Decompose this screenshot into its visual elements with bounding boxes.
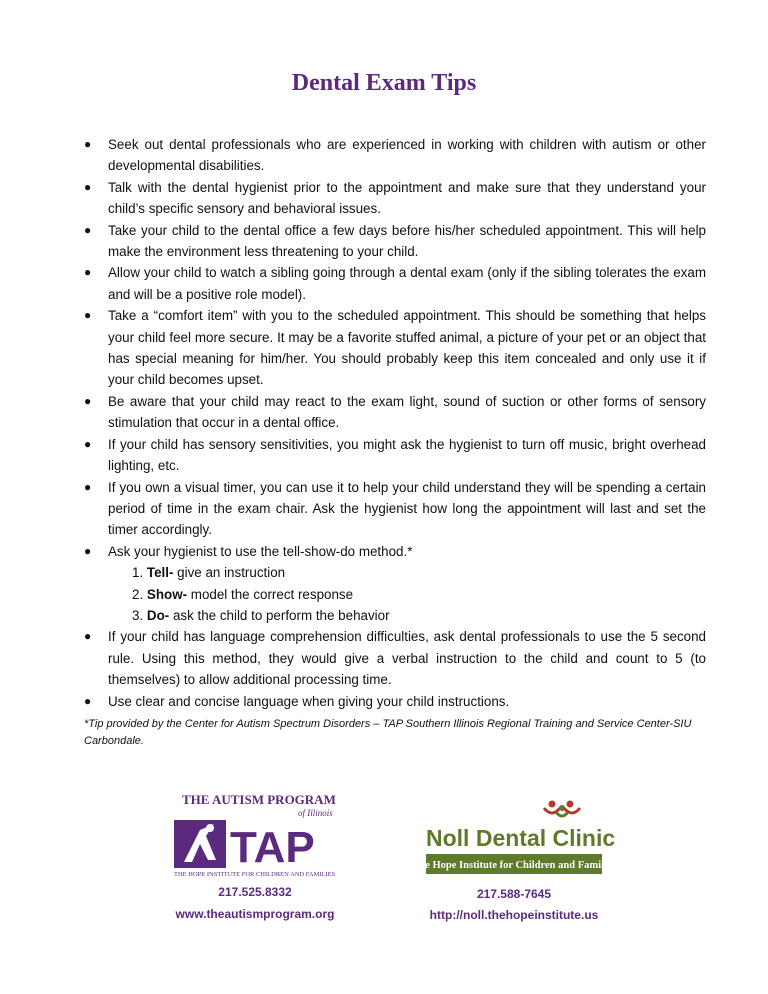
page-title: Dental Exam Tips [291,70,477,96]
noll-name: Noll Dental Clinic [426,825,616,851]
bullet-icon: ● [84,479,92,494]
bullet-icon: ● [84,179,92,194]
noll-logo [412,798,616,876]
noll-tagline: The Hope Institute for Children and Families [412,860,616,871]
step-item: 3. Do- ask the child to perform the behavior [132,607,390,623]
tell-show-do-steps [108,562,706,626]
tap-logo-line2: of Illinois [298,808,333,818]
noll-phone: 217.588-7645 [476,887,552,901]
list-item: ● If your child has language comprehension difficulties, ask dental professionals to use the 5 second rule. Using this method, they would give a verbal instruction to the child and count to 5 (to themselves) to allow additional processing time. [84,626,706,690]
bullet-icon: ● [84,308,92,323]
step-item: 2. Show- model the correct response [132,586,354,602]
bullet-icon: ● [84,436,92,451]
tap-logo-line1: THE AUTISM PROGRAM [182,792,336,807]
bullet-icon: ● [84,629,92,644]
bullet-icon: ● [84,137,92,151]
noll-website-link[interactable]: http://noll.thehopeinstitute.us [429,908,599,922]
tap-tagline: THE HOPE INSTITUTE FOR CHILDREN AND FAMILIES [174,871,336,878]
bullet-icon: ● [84,693,92,708]
list-item: ● Use clear and concise language when giving your child instructions. [84,691,706,712]
bullet-icon: ● [84,222,92,237]
tap-logo [170,790,340,878]
tap-acronym: TAP [230,823,315,872]
tips-list [84,134,706,712]
tap-website-link[interactable]: www.theautismprogram.org [175,907,335,921]
figure-head-icon [206,824,214,832]
footnote: *Tip provided by the Center for Autism Spectrum Disorders – TAP Southern Illinois Regional Training and Service Center-SIU Carbondale. [84,718,692,747]
list-item: ● Ask your hygienist to use the tell-show-do method.* 1. Tell- give an instruction 2. Show- model the correct response 3. Do- ask the child to perform the behavior [84,541,706,627]
family-figures-icon [544,801,580,817]
tap-phone: 217.525.8332 [218,885,292,899]
bullet-icon: ● [84,265,92,280]
list-item: ● Take your child to the dental office a few days before his/her scheduled appointment. This will help make the environment less threatening to your child. [84,220,706,263]
list-item: ● If your child has sensory sensitivities, you might ask the hygienist to turn off music, bright overhead lighting, etc. [84,434,706,477]
list-item: ● Be aware that your child may react to the exam light, sound of suction or other forms of sensory stimulation that occur in a dental office. [84,391,706,434]
bullet-icon: ● [84,543,92,558]
bullet-icon: ● [84,393,92,408]
list-item: ● Talk with the dental hygienist prior to the appointment and make sure that they understand your child’s specific sensory and behavioral issues. [84,177,706,220]
list-item: ● Take a “comfort item” with you to the scheduled appointment. This should be something that helps your child feel more secure. It may be a favorite stuffed animal, a picture of your pet or an object that has special meaning for him/her. You should probably keep this item concealed and only use it if your child becomes upset. [84,305,706,391]
list-item: ● Seek out dental professionals who are experienced in working with children with autism or other developmental disabilities. [84,134,706,177]
list-item: ● If you own a visual timer, you can use it to help your child understand they will be spending a certain period of time in the exam chair. Ask the hygienist how long the appointment will last and set the timer accordingly. [84,477,706,541]
list-item: ● Allow your child to watch a sibling going through a dental exam (only if the sibling tolerates the exam and will be a positive role model). [84,262,706,305]
step-item: 1. Tell- give an instruction [132,565,286,581]
